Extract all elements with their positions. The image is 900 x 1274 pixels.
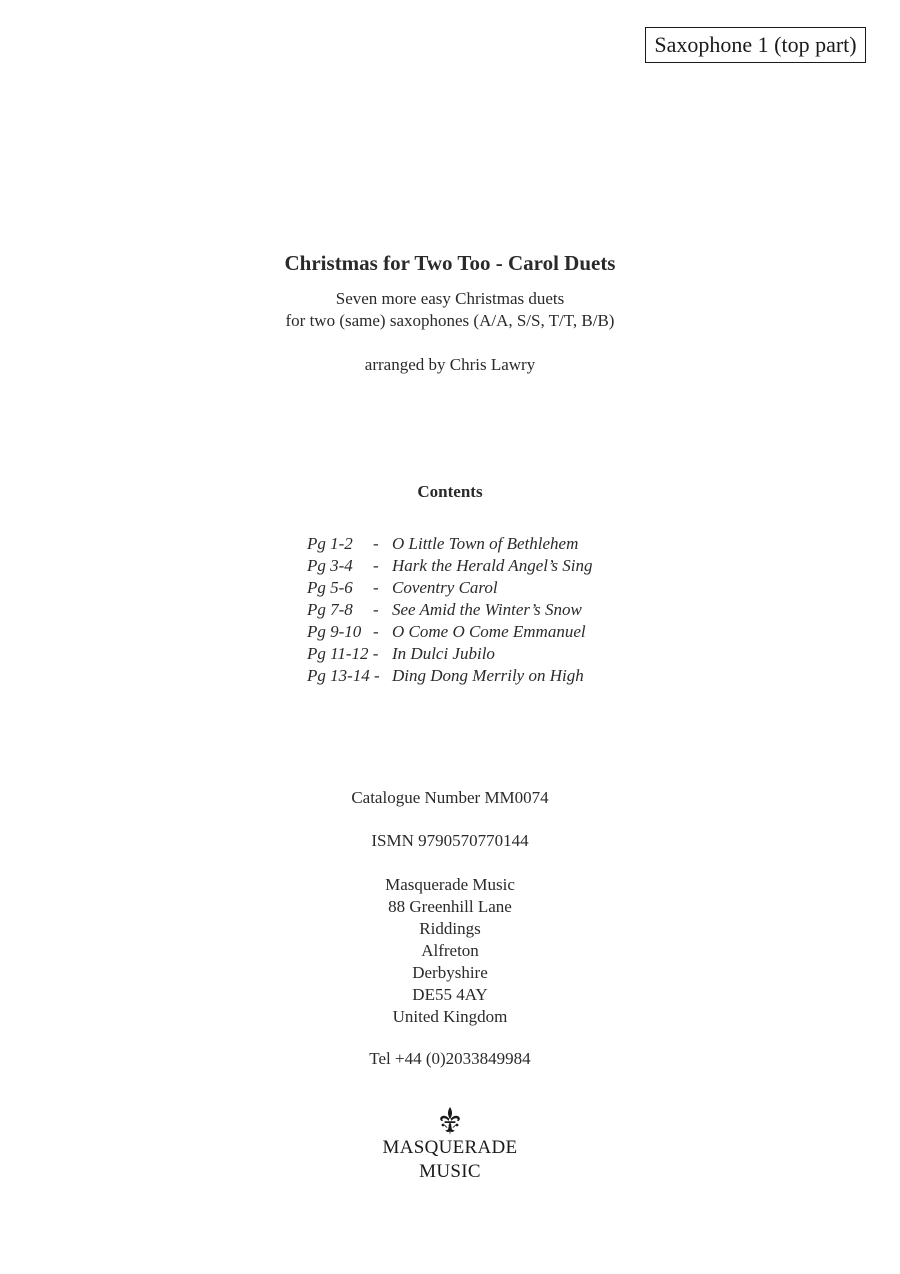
subtitle-line-1: Seven more easy Christmas duets (335, 289, 565, 308)
toc-pages: Pg 3-4 (307, 556, 353, 575)
toc-pages: Pg 11-12 - (307, 644, 379, 663)
publisher-address (0, 874, 900, 1028)
toc-dash: - (373, 622, 379, 641)
toc-title: Ding Dong Merrily on High (392, 666, 584, 685)
toc-pages: Pg 9-10 (307, 622, 362, 641)
address-line: Alfreton (421, 941, 479, 960)
ismn: ISMN 9790570770144 (371, 831, 529, 850)
toc-title: Hark the Herald Angel’s Sing (392, 556, 593, 575)
toc-dash: - (373, 534, 379, 553)
toc-title: Coventry Carol (392, 578, 498, 597)
toc-dash: - (373, 578, 379, 597)
address-line: United Kingdom (392, 1007, 508, 1026)
list-item (307, 665, 593, 687)
toc-title: See Amid the Winter’s Snow (392, 600, 582, 619)
contents-list (307, 533, 593, 687)
page-title: Christmas for Two Too - Carol Duets (284, 251, 616, 275)
fleur-de-lis-icon (438, 1106, 462, 1136)
catalogue-number: Catalogue Number MM0074 (351, 788, 549, 807)
address-line: 88 Greenhill Lane (388, 897, 512, 916)
list-item (307, 555, 593, 577)
toc-title: O Little Town of Bethlehem (392, 534, 579, 553)
list-item (307, 577, 593, 599)
logo-text-line-2: MUSIC (419, 1161, 481, 1182)
list-item (307, 643, 593, 665)
list-item (307, 533, 593, 555)
publisher-logo (0, 1106, 900, 1184)
toc-pages: Pg 7-8 (307, 600, 353, 619)
toc-pages: Pg 1-2 (307, 534, 353, 553)
toc-title: O Come O Come Emmanuel (392, 622, 586, 641)
address-line: Masquerade Music (385, 875, 515, 894)
toc-title: In Dulci Jubilo (392, 644, 495, 663)
subtitle-line-2: for two (same) saxophones (A/A, S/S, T/T, B/B) (285, 311, 615, 330)
part-label: Saxophone 1 (top part) (645, 27, 866, 63)
address-line: Derbyshire (412, 963, 488, 982)
list-item (307, 599, 593, 621)
toc-dash: - (373, 556, 379, 575)
address-line: DE55 4AY (412, 985, 488, 1004)
contents-heading: Contents (417, 482, 483, 501)
toc-dash: - (373, 600, 379, 619)
toc-pages: Pg 13-14 - (307, 666, 380, 685)
telephone: Tel +44 (0)2033849984 (369, 1049, 531, 1068)
subtitle (0, 288, 900, 332)
arranger: arranged by Chris Lawry (364, 355, 536, 374)
logo-text-line-1: MASQUERADE (382, 1137, 518, 1158)
address-line: Riddings (419, 919, 481, 938)
list-item (307, 621, 593, 643)
toc-pages: Pg 5-6 (307, 578, 353, 597)
